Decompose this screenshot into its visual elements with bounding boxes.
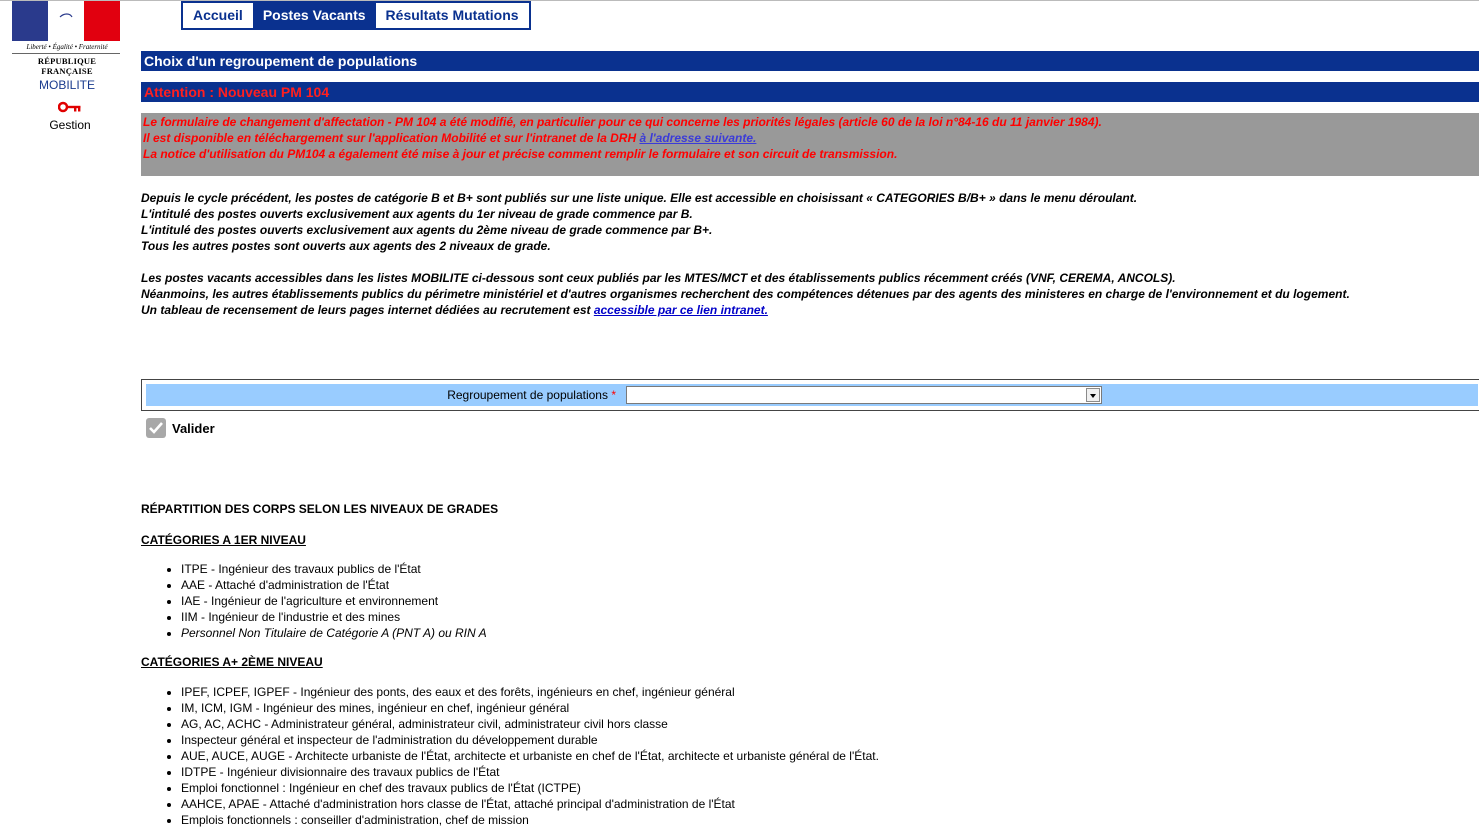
logo-divider [12, 53, 120, 54]
population-select[interactable] [626, 386, 1102, 404]
population-form [141, 379, 1479, 411]
tab-postes-vacants[interactable]: Postes Vacants [253, 3, 376, 28]
list-item: • AAE - Attaché d'administration de l'État [181, 577, 487, 593]
tab-resultats-mutations[interactable]: Résultats Mutations [376, 3, 529, 28]
list-item: • AAHCE, APAE - Attaché d'administration hors classe de l'État, attaché principal d'administration de l'État [181, 796, 879, 812]
republique-logo [12, 1, 122, 92]
list-item: • Inspecteur général et inspecteur de l'administration du développement durable [181, 732, 879, 748]
notice-line-1: Le formulaire de changement d'affectation - PM 104 a été modifié, en particulier pour ce qui concerne les priorités légales (article 60 de la loi n°84-16 du 11 janvier 1984). [143, 115, 1102, 129]
info1-line-4: Tous les autres postes sont ouverts aux agents des 2 niveaux de grade. [141, 239, 551, 253]
list-item: • AUE, AUCE, AUGE - Architecte urbaniste de l'État, architecte et urbaniste en chef de l'État, architecte et urbaniste général de l'État. [181, 748, 879, 764]
population-label [447, 388, 616, 402]
category-a2-title: CATÉGORIES A+ 2ÈME NIVEAU [141, 655, 323, 669]
notice-line-2-text: Il est disponible en téléchargement sur l'application Mobilité et sur l'intranet de la DRH [143, 131, 640, 145]
list-item: • Emplois fonctionnels : conseiller d'administration, chef de mission [181, 812, 879, 828]
info1-line-1: Depuis le cycle précédent, les postes de catégorie B et B+ sont publiés sur une liste unique. Elle est accessible en choisissant « CATEGORIES B/B+ » dans le menu déroulant. [141, 191, 1138, 205]
repartition-title: RÉPARTITION DES CORPS SELON LES NIVEAUX DE GRADES [141, 502, 499, 516]
category-a1-list [141, 561, 487, 641]
republique-francaise-text: RÉPUBLIQUE FRANÇAISE [37, 56, 97, 76]
motto: Liberté • Égalité • Fraternité [26, 43, 108, 51]
chevron-down-icon[interactable] [1086, 388, 1100, 402]
info1-line-3: L'intitulé des postes ouverts exclusivement aux agents du 2ème niveau de grade commence par B+. [141, 223, 713, 237]
pm104-notice [141, 113, 1479, 176]
info1-line-2: L'intitulé des postes ouverts exclusivement aux agents du 1er niveau de grade commence par B. [141, 207, 693, 221]
main-nav [181, 1, 531, 30]
form-row [146, 384, 1478, 406]
list-item: • IAE - Ingénieur de l'agriculture et environnement [181, 593, 487, 609]
notice-line-3: La notice d'utilisation du PM104 a également été mise à jour et précise comment remplir le formulaire et son circuit de transmission. [143, 147, 898, 161]
notice-address-link[interactable]: à l'adresse suivante. [639, 131, 757, 145]
valider-button[interactable] [146, 418, 215, 438]
list-item: • IIM - Ingénieur de l'industrie et des mines [181, 609, 487, 625]
list-item: • IDTPE - Ingénieur divisionnaire des travaux publics de l'État [181, 764, 879, 780]
list-item: • ITPE - Ingénieur des travaux publics de l'État [181, 561, 487, 577]
key-icon [58, 101, 82, 113]
gestion-link[interactable] [40, 101, 100, 132]
category-a1-title: CATÉGORIES A 1ER NIVEAU [141, 533, 306, 547]
valider-label: Valider [172, 420, 215, 436]
marianne-flag-icon [12, 1, 120, 41]
info2-line-1: Les postes vacants accessibles dans les listes MOBILITE ci-dessous sont ceux publiés par les MTES/MCT et des établissements publics récemment créés (VNF, CEREMA, ANCOLS). [141, 271, 1176, 285]
category-b-info [141, 190, 1479, 254]
list-item: • IM, ICM, IGM - Ingénieur des mines, ingénieur en chef, ingénieur général [181, 700, 879, 716]
list-item: • Emploi fonctionnel : Ingénieur en chef des travaux publics de l'État (ICTPE) [181, 780, 879, 796]
population-label-text: Regroupement de populations [447, 388, 608, 402]
check-icon [146, 418, 166, 438]
info2-line-3 [141, 302, 1479, 318]
page-title: Choix d'un regroupement de populations [141, 51, 1479, 71]
intranet-link[interactable]: accessible par ce lien intranet. [593, 303, 768, 317]
info2-line-2: Néanmoins, les autres établissements publics du périmetre ministériel et d'autres organismes recherchent des compétences détenues par des agents des ministeres en charge de l'environnement et du logement. [141, 287, 1350, 301]
required-mark: * [611, 388, 616, 402]
info2-line-3-text: Un tableau de recensement de leurs pages internet dédiées au recrutement est [141, 303, 594, 317]
app-name: MOBILITE [38, 78, 95, 92]
list-item: • Personnel Non Titulaire de Catégorie A (PNT A) ou RIN A [181, 625, 487, 641]
attention-header: Attention : Nouveau PM 104 [141, 82, 1479, 102]
list-item: • AG, AC, ACHC - Administrateur général, administrateur civil, administrateur civil hors classe [181, 716, 879, 732]
notice-line-2 [143, 130, 1477, 146]
gestion-label: Gestion [49, 118, 91, 132]
mobilite-lists-info [141, 270, 1479, 318]
tab-accueil[interactable]: Accueil [183, 3, 253, 28]
category-a2-list [141, 684, 879, 828]
list-item: • IPEF, ICPEF, IGPEF - Ingénieur des ponts, des eaux et des forêts, ingénieurs en chef, ingénieur général [181, 684, 879, 700]
